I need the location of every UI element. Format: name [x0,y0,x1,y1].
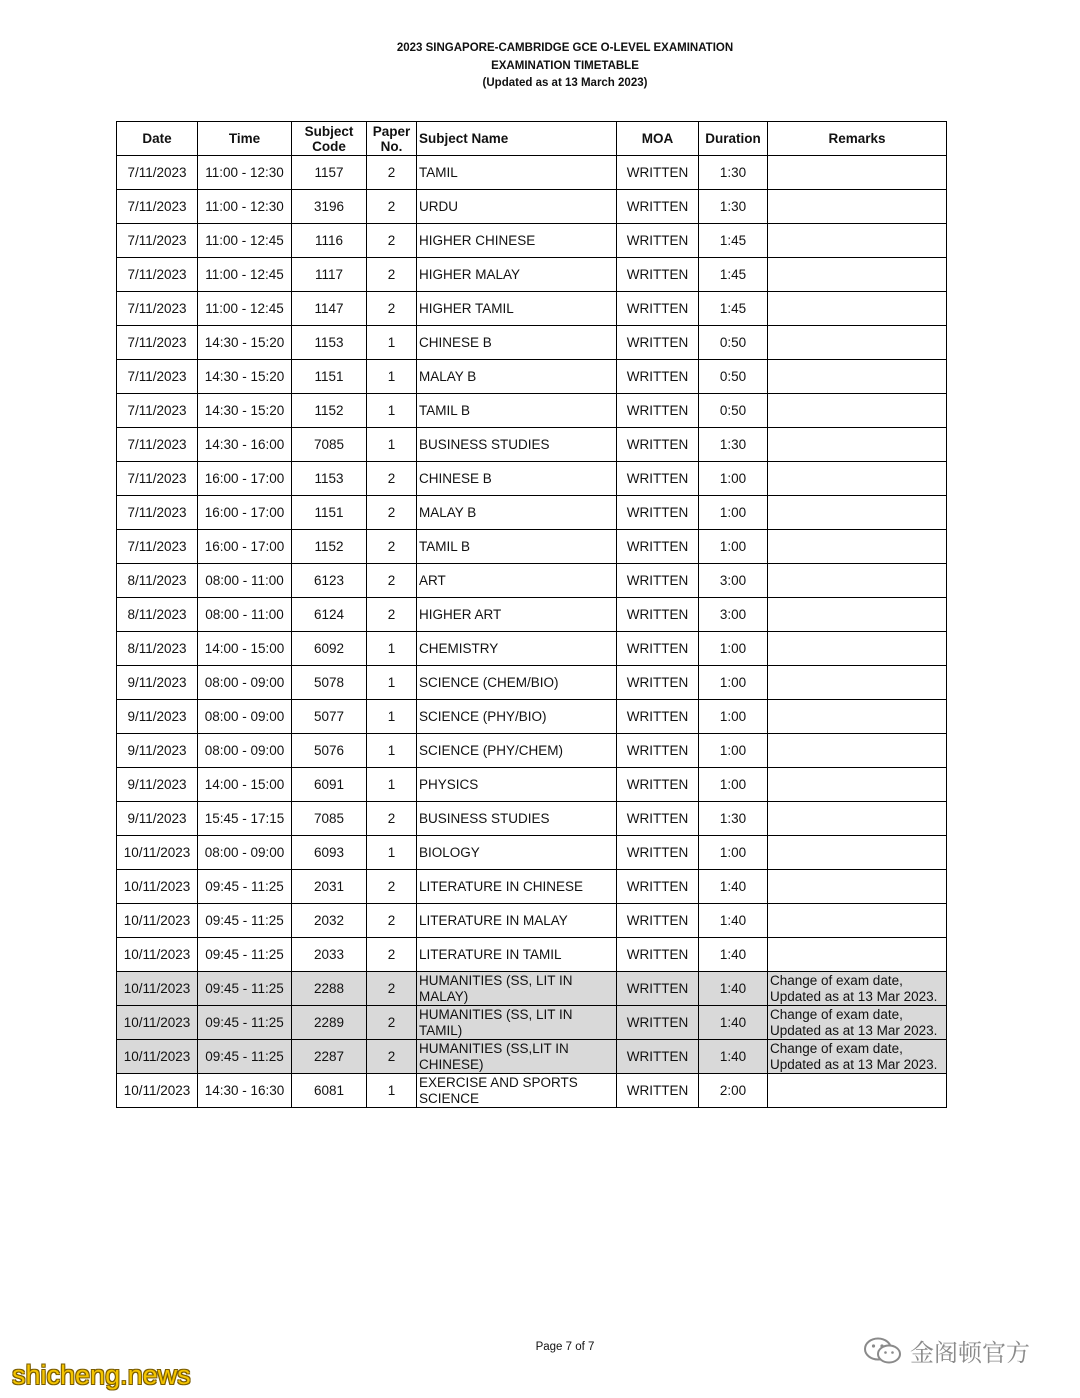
col-code-header-line2: Code [312,138,346,154]
cell-subject-name: HIGHER TAMIL [417,292,617,326]
cell-remarks [768,428,947,462]
cell-subject-name: TAMIL [417,156,617,190]
cell-date: 9/11/2023 [117,768,198,802]
cell-time: 14:30 - 15:20 [198,326,292,360]
cell-moa: WRITTEN [617,870,699,904]
cell-remarks [768,666,947,700]
col-remarks-header: Remarks [768,122,947,156]
cell-subject-code: 2031 [292,870,367,904]
cell-time: 09:45 - 11:25 [198,972,292,1006]
cell-remarks [768,326,947,360]
cell-moa: WRITTEN [617,326,699,360]
cell-duration: 1:40 [699,904,768,938]
col-paper-header-line2: No. [380,138,403,154]
cell-remarks [768,700,947,734]
cell-moa: WRITTEN [617,292,699,326]
cell-moa: WRITTEN [617,428,699,462]
cell-subject-name: CHINESE B [417,326,617,360]
cell-date: 8/11/2023 [117,564,198,598]
cell-date: 10/11/2023 [117,938,198,972]
cell-time: 08:00 - 11:00 [198,564,292,598]
cell-paper-no: 2 [367,802,417,836]
cell-time: 08:00 - 11:00 [198,598,292,632]
cell-subject-name: SCIENCE (PHY/BIO) [417,700,617,734]
cell-date: 7/11/2023 [117,190,198,224]
cell-time: 14:00 - 15:00 [198,632,292,666]
cell-subject-code: 1152 [292,394,367,428]
cell-duration: 1:30 [699,428,768,462]
cell-time: 14:30 - 16:00 [198,428,292,462]
document-header [0,40,1080,93]
cell-subject-name: BUSINESS STUDIES [417,428,617,462]
cell-date: 9/11/2023 [117,666,198,700]
cell-subject-code: 1147 [292,292,367,326]
cell-date: 9/11/2023 [117,700,198,734]
cell-date: 7/11/2023 [117,360,198,394]
cell-moa: WRITTEN [617,1074,699,1108]
cell-remarks: Change of exam date, Updated as at 13 Mar 2023. [768,1006,947,1040]
table-row [117,1074,947,1108]
table-row [117,564,947,598]
cell-paper-no: 1 [367,1074,417,1108]
table-row [117,428,947,462]
table-row [117,632,947,666]
cell-remarks [768,156,947,190]
cell-time: 14:00 - 15:00 [198,768,292,802]
table-row [117,394,947,428]
header-subtitle: EXAMINATION TIMETABLE [491,59,639,72]
cell-duration: 1:00 [699,666,768,700]
cell-moa: WRITTEN [617,700,699,734]
cell-subject-name: EXERCISE AND SPORTS SCIENCE [417,1074,617,1108]
cell-paper-no: 2 [367,938,417,972]
cell-duration: 1:40 [699,972,768,1006]
cell-date: 10/11/2023 [117,836,198,870]
cell-duration: 1:00 [699,530,768,564]
cell-subject-name: LITERATURE IN TAMIL [417,938,617,972]
cell-date: 7/11/2023 [117,292,198,326]
col-time-header: Time [198,122,292,156]
cell-subject-name: PHYSICS [417,768,617,802]
cell-duration: 1:00 [699,768,768,802]
cell-duration: 1:00 [699,836,768,870]
cell-duration: 1:40 [699,1006,768,1040]
cell-paper-no: 1 [367,734,417,768]
cell-subject-name: ART [417,564,617,598]
cell-remarks [768,224,947,258]
watermark-account [862,1333,1030,1368]
table-header-row [117,122,947,156]
cell-date: 7/11/2023 [117,428,198,462]
table-row [117,360,947,394]
col-paper-header [367,122,417,156]
header-update-note: (Updated as at 13 March 2023) [482,77,648,89]
cell-subject-name: HUMANITIES (SS, LIT IN TAMIL) [417,1006,617,1040]
cell-remarks [768,734,947,768]
cell-subject-name: TAMIL B [417,530,617,564]
cell-duration: 1:45 [699,292,768,326]
cell-subject-name: HIGHER MALAY [417,258,617,292]
cell-time: 11:00 - 12:45 [198,258,292,292]
cell-subject-code: 1117 [292,258,367,292]
cell-paper-no: 2 [367,598,417,632]
table-row [117,700,947,734]
cell-subject-code: 5077 [292,700,367,734]
cell-subject-code: 2289 [292,1006,367,1040]
cell-time: 11:00 - 12:45 [198,224,292,258]
cell-time: 14:30 - 16:30 [198,1074,292,1108]
cell-moa: WRITTEN [617,360,699,394]
table-row [117,224,947,258]
cell-subject-name: BIOLOGY [417,836,617,870]
cell-paper-no: 1 [367,394,417,428]
cell-duration: 2:00 [699,1074,768,1108]
table-row [117,496,947,530]
cell-time: 08:00 - 09:00 [198,700,292,734]
cell-subject-name: TAMIL B [417,394,617,428]
cell-subject-name: HUMANITIES (SS, LIT IN MALAY) [417,972,617,1006]
cell-date: 7/11/2023 [117,258,198,292]
cell-subject-name: CHEMISTRY [417,632,617,666]
cell-duration: 1:30 [699,190,768,224]
cell-date: 7/11/2023 [117,394,198,428]
col-date-header: Date [117,122,198,156]
cell-paper-no: 1 [367,836,417,870]
col-code-header-line1: Subject [304,123,354,139]
cell-time: 08:00 - 09:00 [198,666,292,700]
cell-date: 9/11/2023 [117,802,198,836]
cell-time: 16:00 - 17:00 [198,530,292,564]
cell-remarks [768,598,947,632]
cell-date: 9/11/2023 [117,734,198,768]
cell-subject-code: 3196 [292,190,367,224]
table-row [117,462,947,496]
cell-duration: 1:30 [699,802,768,836]
cell-subject-code: 1151 [292,360,367,394]
cell-date: 8/11/2023 [117,598,198,632]
cell-subject-code: 1153 [292,462,367,496]
cell-time: 15:45 - 17:15 [198,802,292,836]
cell-paper-no: 2 [367,224,417,258]
cell-date: 7/11/2023 [117,496,198,530]
cell-remarks [768,1074,947,1108]
cell-subject-name: MALAY B [417,496,617,530]
cell-remarks [768,394,947,428]
table-body [117,156,947,1108]
cell-remarks [768,904,947,938]
cell-subject-code: 6081 [292,1074,367,1108]
cell-remarks [768,530,947,564]
cell-duration: 0:50 [699,326,768,360]
cell-duration: 0:50 [699,394,768,428]
cell-time: 09:45 - 11:25 [198,904,292,938]
cell-remarks [768,768,947,802]
cell-subject-code: 7085 [292,802,367,836]
cell-date: 7/11/2023 [117,462,198,496]
cell-date: 10/11/2023 [117,972,198,1006]
cell-moa: WRITTEN [617,938,699,972]
table-row [117,768,947,802]
cell-subject-code: 2288 [292,972,367,1006]
cell-time: 09:45 - 11:25 [198,1006,292,1040]
cell-subject-code: 6091 [292,768,367,802]
cell-subject-code: 7085 [292,428,367,462]
table-row [117,734,947,768]
cell-moa: WRITTEN [617,530,699,564]
cell-time: 11:00 - 12:45 [198,292,292,326]
cell-subject-code: 1116 [292,224,367,258]
cell-subject-code: 1152 [292,530,367,564]
cell-paper-no: 2 [367,190,417,224]
cell-date: 7/11/2023 [117,156,198,190]
cell-subject-code: 2287 [292,1040,367,1074]
table-row [117,836,947,870]
cell-subject-name: LITERATURE IN CHINESE [417,870,617,904]
cell-remarks [768,564,947,598]
cell-time: 14:30 - 15:20 [198,360,292,394]
cell-moa: WRITTEN [617,1040,699,1074]
wechat-icon [862,1336,904,1366]
cell-subject-code: 5076 [292,734,367,768]
table-row [117,904,947,938]
cell-subject-name: MALAY B [417,360,617,394]
col-duration-header: Duration [699,122,768,156]
cell-moa: WRITTEN [617,598,699,632]
cell-date: 10/11/2023 [117,1006,198,1040]
cell-date: 7/11/2023 [117,530,198,564]
cell-remarks: Change of exam date, Updated as at 13 Mar 2023. [768,972,947,1006]
table-row [117,1006,947,1040]
cell-time: 16:00 - 17:00 [198,496,292,530]
cell-subject-code: 6124 [292,598,367,632]
cell-duration: 1:40 [699,938,768,972]
cell-paper-no: 1 [367,666,417,700]
cell-moa: WRITTEN [617,496,699,530]
cell-moa: WRITTEN [617,666,699,700]
cell-time: 08:00 - 09:00 [198,836,292,870]
table-row [117,802,947,836]
cell-paper-no: 1 [367,326,417,360]
cell-time: 09:45 - 11:25 [198,870,292,904]
cell-duration: 1:30 [699,156,768,190]
cell-subject-code: 6093 [292,836,367,870]
cell-subject-name: CHINESE B [417,462,617,496]
cell-subject-code: 1157 [292,156,367,190]
cell-subject-code: 6092 [292,632,367,666]
page-number: Page 7 of 7 [535,1341,595,1353]
cell-date: 10/11/2023 [117,1040,198,1074]
cell-remarks [768,190,947,224]
col-paper-header-line1: Paper [372,123,411,139]
cell-duration: 1:00 [699,734,768,768]
cell-duration: 1:00 [699,632,768,666]
table-row [117,326,947,360]
cell-moa: WRITTEN [617,734,699,768]
cell-subject-name: BUSINESS STUDIES [417,802,617,836]
cell-subject-name: SCIENCE (PHY/CHEM) [417,734,617,768]
cell-time: 11:00 - 12:30 [198,156,292,190]
cell-moa: WRITTEN [617,564,699,598]
cell-remarks [768,258,947,292]
cell-paper-no: 2 [367,904,417,938]
cell-paper-no: 2 [367,1006,417,1040]
cell-duration: 1:00 [699,462,768,496]
cell-subject-name: SCIENCE (CHEM/BIO) [417,666,617,700]
cell-time: 14:30 - 15:20 [198,394,292,428]
cell-moa: WRITTEN [617,632,699,666]
cell-moa: WRITTEN [617,836,699,870]
cell-moa: WRITTEN [617,768,699,802]
cell-subject-code: 1151 [292,496,367,530]
cell-moa: WRITTEN [617,802,699,836]
table-row [117,938,947,972]
cell-duration: 1:40 [699,1040,768,1074]
cell-remarks [768,292,947,326]
cell-remarks [768,462,947,496]
cell-subject-code: 2032 [292,904,367,938]
cell-paper-no: 2 [367,972,417,1006]
cell-paper-no: 2 [367,462,417,496]
cell-moa: WRITTEN [617,394,699,428]
cell-paper-no: 2 [367,292,417,326]
cell-paper-no: 2 [367,1040,417,1074]
table-row [117,972,947,1006]
cell-date: 7/11/2023 [117,224,198,258]
table-row [117,156,947,190]
cell-duration: 1:00 [699,496,768,530]
table-row [117,530,947,564]
cell-subject-code: 6123 [292,564,367,598]
col-moa-header: MOA [617,122,699,156]
cell-date: 10/11/2023 [117,1074,198,1108]
cell-subject-code: 5078 [292,666,367,700]
watermark-site-name: shicheng.news [12,1360,191,1390]
cell-subject-name: LITERATURE IN MALAY [417,904,617,938]
cell-date: 10/11/2023 [117,904,198,938]
cell-moa: WRITTEN [617,1006,699,1040]
cell-moa: WRITTEN [617,904,699,938]
header-title: 2023 SINGAPORE-CAMBRIDGE GCE O-LEVEL EXAMINATION [396,42,734,54]
table-row [117,598,947,632]
cell-moa: WRITTEN [617,462,699,496]
cell-paper-no: 2 [367,530,417,564]
cell-paper-no: 1 [367,428,417,462]
cell-date: 7/11/2023 [117,326,198,360]
cell-moa: WRITTEN [617,972,699,1006]
cell-date: 8/11/2023 [117,632,198,666]
cell-time: 09:45 - 11:25 [198,1040,292,1074]
cell-duration: 3:00 [699,564,768,598]
cell-subject-code: 1153 [292,326,367,360]
cell-time: 08:00 - 09:00 [198,734,292,768]
cell-subject-name: HUMANITIES (SS,LIT IN CHINESE) [417,1040,617,1074]
cell-moa: WRITTEN [617,190,699,224]
cell-subject-name: HIGHER CHINESE [417,224,617,258]
cell-moa: WRITTEN [617,156,699,190]
col-code-header [292,122,367,156]
cell-remarks [768,632,947,666]
cell-remarks [768,836,947,870]
table-row [117,666,947,700]
exam-timetable [116,121,947,1108]
table-row [117,1040,947,1074]
cell-duration: 0:50 [699,360,768,394]
cell-paper-no: 1 [367,700,417,734]
cell-paper-no: 2 [367,870,417,904]
cell-duration: 1:45 [699,224,768,258]
col-subject-header: Subject Name [417,122,617,156]
table-row [117,870,947,904]
cell-duration: 1:40 [699,870,768,904]
cell-paper-no: 2 [367,564,417,598]
cell-moa: WRITTEN [617,258,699,292]
watermark-account-name: 金阁顿官方 [910,1339,1030,1367]
cell-remarks [768,496,947,530]
cell-time: 09:45 - 11:25 [198,938,292,972]
cell-paper-no: 2 [367,496,417,530]
cell-time: 16:00 - 17:00 [198,462,292,496]
cell-subject-name: HIGHER ART [417,598,617,632]
cell-paper-no: 1 [367,768,417,802]
cell-paper-no: 2 [367,156,417,190]
cell-moa: WRITTEN [617,224,699,258]
cell-paper-no: 2 [367,258,417,292]
cell-remarks [768,360,947,394]
cell-time: 11:00 - 12:30 [198,190,292,224]
cell-duration: 1:00 [699,700,768,734]
table-row [117,292,947,326]
cell-paper-no: 1 [367,360,417,394]
cell-duration: 1:45 [699,258,768,292]
cell-remarks [768,870,947,904]
cell-remarks [768,938,947,972]
cell-duration: 3:00 [699,598,768,632]
cell-paper-no: 1 [367,632,417,666]
cell-remarks [768,802,947,836]
cell-remarks: Change of exam date, Updated as at 13 Mar 2023. [768,1040,947,1074]
cell-subject-code: 2033 [292,938,367,972]
cell-subject-name: URDU [417,190,617,224]
table-row [117,258,947,292]
table-row [117,190,947,224]
cell-date: 10/11/2023 [117,870,198,904]
